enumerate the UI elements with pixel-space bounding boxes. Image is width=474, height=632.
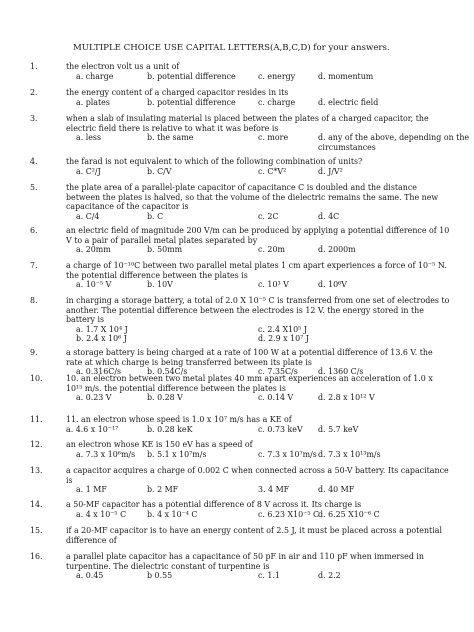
- answer-option: c. 6.23 X10⁻⁵ C: [258, 509, 320, 519]
- question-number: 12.: [30, 440, 43, 449]
- answer-option: a. 0.23 V: [76, 393, 112, 403]
- answer-option: b. 5.1 x 10⁷m/s: [147, 449, 207, 459]
- answer-option: d. 1360 C/s: [318, 367, 364, 377]
- question-number: 5.: [30, 183, 38, 192]
- answer-option: c. 7.35C/s: [258, 367, 298, 377]
- answer-option: b. 50mm: [147, 245, 183, 255]
- answer-option: 3. 4 MF: [258, 485, 290, 495]
- question-number: 4.: [30, 157, 38, 166]
- answer-option: c. 2.4 X10⁵ J: [258, 324, 307, 334]
- answer-option: a. less: [76, 133, 102, 143]
- answer-option: b. 4 x 10⁻⁴ C: [147, 509, 198, 519]
- answer-option: b. potential difference: [147, 97, 236, 107]
- question-item: [30, 415, 450, 434]
- answer-option: b. 0.54C/s: [147, 367, 188, 377]
- question-number: 13.: [30, 466, 43, 475]
- answer-option: b. 2.4 x 10⁶ J: [76, 334, 127, 344]
- answer-option: a. 0.316C/s: [76, 367, 122, 377]
- question-number: 14.: [30, 500, 43, 509]
- answer-option: c. 7.3 x 10⁷m/s: [258, 449, 317, 459]
- question-number: 6.: [30, 226, 38, 235]
- answer-option: c. C*V²: [258, 166, 287, 176]
- answer-option: c. energy: [258, 71, 296, 81]
- question-number: 2.: [30, 88, 38, 97]
- question-item: [30, 183, 450, 221]
- answer-option: a. 1 MF: [76, 485, 107, 495]
- question-stem: a charge of 10⁻¹⁰C between two parallel metal plates 1 cm apart experiences a force of 10⁻⁵ N. the potential difference between the plates is: [66, 261, 447, 280]
- question-stem: a 50-MF capacitor has a potential difference of 8 V across it. Its charge is: [66, 500, 362, 509]
- question-number: 10.: [30, 374, 43, 383]
- question-stem: the electron volt us a unit of: [66, 62, 180, 71]
- answer-option: d. 2.8 x 10¹² V: [318, 393, 375, 403]
- question-number: 8.: [30, 296, 38, 305]
- question-stem: 10. an electron between two metal plates 40 mm apart experiences an acceleration of 1.0 x 10¹⁵ m/s. the potential difference between the plates is: [66, 374, 433, 393]
- answer-option: a. charge: [76, 71, 114, 81]
- answer-option: a. 10⁻⁵ V: [76, 280, 112, 290]
- question-stem: when a slab of insulating material is placed between the plates of a charged capacitor, the electric field there is relative to what it was before is: [66, 114, 429, 133]
- question-item: [30, 440, 450, 459]
- question-stem: an electron whose KE is 150 eV has a speed of: [66, 440, 253, 449]
- answer-option: a. 20mm: [76, 245, 111, 255]
- question-stem: if a 20-MF capacitor is to have an energy content of 2.5 J, it must be placed across a potential difference of: [66, 526, 442, 545]
- question-item: [30, 157, 450, 176]
- answer-option: c. more: [258, 133, 289, 143]
- answer-option: b. 0.28 keK: [147, 424, 193, 434]
- question-item: [30, 552, 450, 581]
- question-item: [30, 500, 450, 519]
- answer-option: b. potential difference: [147, 71, 236, 81]
- answer-option: d. 4C: [318, 211, 340, 221]
- answer-option: b. 10V: [147, 280, 173, 290]
- question-stem: the plate area of a parallel-plate capacitor of capacitance C is doubled and the distance between the plates is halved, so that the volume of the dielectric remains the same. The new capacitance of the capacitor is: [66, 183, 439, 212]
- question-item: [30, 526, 450, 545]
- answer-option: a. 4 x 10⁻⁵ C: [76, 509, 127, 519]
- answer-option: c. 1.1: [258, 571, 280, 581]
- answer-option: c. 0.73 keV: [258, 424, 303, 434]
- answer-option: d. 2000m: [318, 245, 356, 255]
- answer-option: d. electric field: [318, 97, 379, 107]
- answer-option: d. 5.7 keV: [318, 424, 359, 434]
- answer-option: b 0.55: [147, 571, 173, 581]
- answer-option: d. 7.3 x 10¹³m/s: [318, 449, 381, 459]
- answer-option: c. 0.14 V: [258, 393, 294, 403]
- answer-option: a. C²/J: [76, 166, 101, 176]
- answer-option: a. 0.45: [76, 571, 104, 581]
- question-stem: in charging a storage battery, a total of 2.0 X 10⁻⁵ C is transferred from one set of electrodes to another. The potential difference between the electrodes is 12 V. the energy stored in the battery is: [66, 296, 450, 325]
- answer-option: d. 40 MF: [318, 485, 355, 495]
- question-number: 7.: [30, 261, 38, 270]
- header-instructions: MULTIPLE CHOICE USE CAPITAL LETTERS(A,B,C,D) for your answers.: [73, 43, 390, 53]
- answer-option: c. 10³ V: [258, 280, 289, 290]
- answer-option: c. charge: [258, 97, 296, 107]
- question-item: [30, 296, 450, 344]
- question-stem: 11. an electron whose speed is 1.0 x 10⁷ m/s has a KE of: [66, 415, 292, 424]
- question-stem: a storage battery is being charged at a rate of 100 W at a potential difference of 13.6 V. the rate at which charge is being transferred between its plate is: [66, 348, 433, 367]
- question-number: 15.: [30, 526, 43, 535]
- answer-option: a. C/4: [76, 211, 100, 221]
- answer-option: a. 4.6 x 10⁻¹⁷: [66, 424, 119, 434]
- answer-option: a. plates: [76, 97, 110, 107]
- answer-option: c. 2C: [258, 211, 279, 221]
- answer-option: d. any of the above, depending on the circumstances: [318, 133, 470, 152]
- question-stem: a capacitor acquires a charge of 0.002 C when connected across a 50-V battery. Its capacitance is: [66, 466, 449, 485]
- question-item: [30, 62, 450, 81]
- answer-option: a. 7.3 x 10⁶m/s: [76, 449, 136, 459]
- question-item: [30, 348, 450, 377]
- answer-option: d. 6.25 X10⁻⁶ C: [318, 509, 380, 519]
- question-item: [30, 374, 450, 403]
- question-stem: the farad is not equivalent to which of the following combination of units?: [66, 157, 363, 166]
- question-item: [30, 114, 470, 152]
- question-stem: a parallel plate capacitor has a capacitance of 50 pF in air and 110 pF when immersed in turpentine. The dielectric constant of turpentine is: [66, 552, 425, 571]
- question-item: [30, 261, 450, 290]
- answer-option: c. 20m: [258, 245, 285, 255]
- question-number: 9.: [30, 348, 38, 357]
- answer-option: d. momentum: [318, 71, 374, 81]
- question-number: 1.: [30, 62, 38, 71]
- answer-option: d. 2.2: [318, 571, 341, 581]
- question-number: 16.: [30, 552, 43, 561]
- question-item: [30, 88, 450, 107]
- answer-option: b. the same: [147, 133, 194, 143]
- question-number: 11.: [30, 415, 43, 424]
- answer-option: d. 10⁶V: [318, 280, 347, 290]
- question-item: [30, 226, 450, 255]
- answer-option: a. 1.7 X 10⁴ J: [76, 324, 128, 334]
- answer-option: b. C: [147, 211, 164, 221]
- question-item: [30, 466, 450, 495]
- answer-option: b. C/V: [147, 166, 172, 176]
- question-number: 3.: [30, 114, 38, 123]
- answer-option: b. 0.28 V: [147, 393, 183, 403]
- answer-option: b. 2 MF: [147, 485, 179, 495]
- answer-option: d. J/V²: [318, 166, 343, 176]
- answer-option: d. 2.9 x 10⁷ J: [258, 334, 309, 344]
- question-stem: the energy content of a charged capacitor resides in its: [66, 88, 289, 97]
- question-stem: an electric field of magnitude 200 V/m can be produced by applying a potential difference of 10 V to a pair of parallel metal plates separated by: [66, 226, 450, 245]
